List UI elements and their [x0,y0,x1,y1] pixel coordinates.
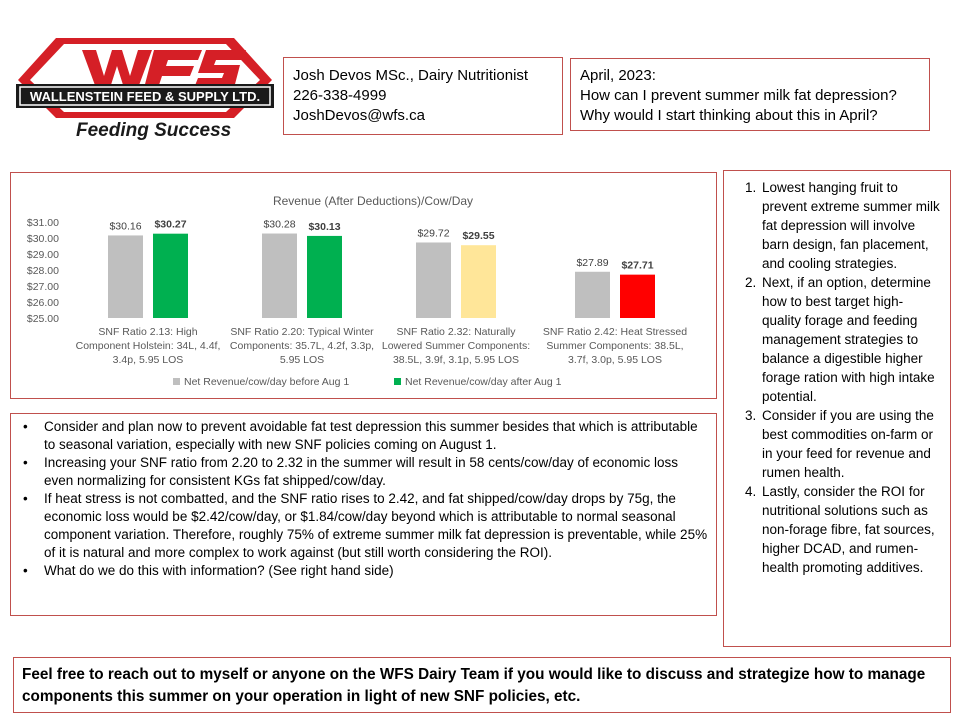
category-label: 3.4p, 5.95 LOS [112,354,184,366]
bar-before-0 [108,235,143,318]
category-label: SNF Ratio 2.42: Heat Stressed [542,326,688,338]
logo-brand-text: WALLENSTEIN FEED & SUPPLY LTD. [29,89,261,104]
data-label: $30.13 [308,220,341,233]
category-label: SNF Ratio 2.32: Naturally [396,326,516,338]
y-tick-label: $27.00 [26,281,59,293]
bar-after-3 [620,275,655,318]
category-label: Components: 35.7L, 4.2f, 3.3p, [229,340,375,352]
bar-before-2 [416,242,451,318]
revenue-chart-box [10,172,717,399]
header-question-2: Why would I start thinking about this in April? [580,107,878,124]
contact-name: Josh Devos MSc., Dairy Nutritionist [293,67,529,84]
wfs-logo-mark [14,36,276,120]
notes-list [19,418,708,580]
legend-swatch [173,378,180,385]
y-tick-label: $30.00 [26,233,59,245]
logo-tagline: Feeding Success [76,120,232,141]
y-tick-label: $29.00 [26,249,59,261]
category-label: 38.5L, 3.9f, 3.1p, 5.95 LOS [392,354,520,366]
step-item: 1. Lowest hanging fruit to prevent extreme summer milk fat depression will involve barn design, fan placement, and cooling strategies. [760,178,942,273]
y-tick-label: $31.00 [26,217,59,229]
bar-before-1 [262,234,297,318]
header-question-box [570,58,930,131]
note-item: • What do we do this with information? (See right hand side) [44,562,708,580]
step-item: 4. Lastly, consider the ROI for nutritional solutions such as non-forage fibre, fat sources, higher DCAD, and rumen-health promoting additives. [760,482,942,577]
header-date: April, 2023: [580,67,656,84]
y-tick-label: $28.00 [26,265,59,277]
bar-after-0 [153,234,188,318]
category-label: 3.7f, 3.0p, 5.95 LOS [568,354,662,366]
legend-swatch [394,378,401,385]
category-label: Summer Components: 38.5L, [546,340,684,352]
data-label: $30.28 [263,218,296,231]
steps-box [723,170,951,647]
notes-box [10,413,717,616]
data-label: $29.55 [462,230,495,243]
contact-phone: 226-338-4999 [293,87,387,104]
company-logo [14,36,276,144]
y-tick-label: $25.00 [26,313,59,325]
category-label: Component Holstein: 34L, 4.4f, [75,340,221,352]
legend-label: Net Revenue/cow/day before Aug 1 [184,376,350,388]
data-label: $30.16 [109,220,142,233]
data-label: $27.89 [576,256,609,269]
legend-label: Net Revenue/cow/day after Aug 1 [405,376,562,388]
data-label: $29.72 [417,227,450,240]
note-item: • Consider and plan now to prevent avoidable fat test depression this summer besides that which is attributable to seasonal variation, especially with new SNF policies coming on August 1. [44,418,708,454]
category-label: SNF Ratio 2.13: High [98,326,198,338]
data-label: $30.27 [154,218,187,231]
category-label: Lowered Summer Components: [381,340,531,352]
contact-email: JoshDevos@wfs.ca [293,107,425,124]
step-item: 2. Next, if an option, determine how to best target high-quality forage and feeding management strategies to balance a digestible higher forage ration with high intake potential. [760,273,942,406]
header-question-1: How can I prevent summer milk fat depression? [580,87,897,104]
note-item: • If heat stress is not combatted, and the SNF ratio rises to 2.42, and fat shipped/cow/day drops by 75g, the economic loss would be $2.42/cow/day, or $1.84/cow/day beyond which is attributable to normal seasonal component variation. Therefore, roughly 75% of extreme summer milk fat depression is preventable, while 25% of it is natural and more complex to work against (but still worth considering the ROI). [44,490,708,562]
contact-box [283,57,563,135]
y-tick-label: $26.00 [26,297,59,309]
bar-after-2 [461,245,496,318]
bar-before-3 [575,272,610,318]
step-item: 3. Consider if you are using the best commodities on-farm or in your feed for revenue and rumen health. [760,406,942,482]
note-item: • Increasing your SNF ratio from 2.20 to 2.32 in the summer will result in 58 cents/cow/day of economic loss even normalizing for consistent KGs fat shipped/cow/day. [44,454,708,490]
category-label: 5.95 LOS [279,354,325,366]
category-label: SNF Ratio 2.20: Typical Winter [230,326,374,338]
data-label: $27.71 [621,259,654,272]
chart-title: Revenue (After Deductions)/Cow/Day [272,194,474,208]
bar-after-1 [307,236,342,318]
steps-list [732,178,942,577]
revenue-bar-chart [11,173,718,400]
footer-callout: Feel free to reach out to myself or anyone on the WFS Dairy Team if you would like to discuss and strategize how to manage components this summer on your operation in light of new SNF policies, etc. [13,657,951,713]
